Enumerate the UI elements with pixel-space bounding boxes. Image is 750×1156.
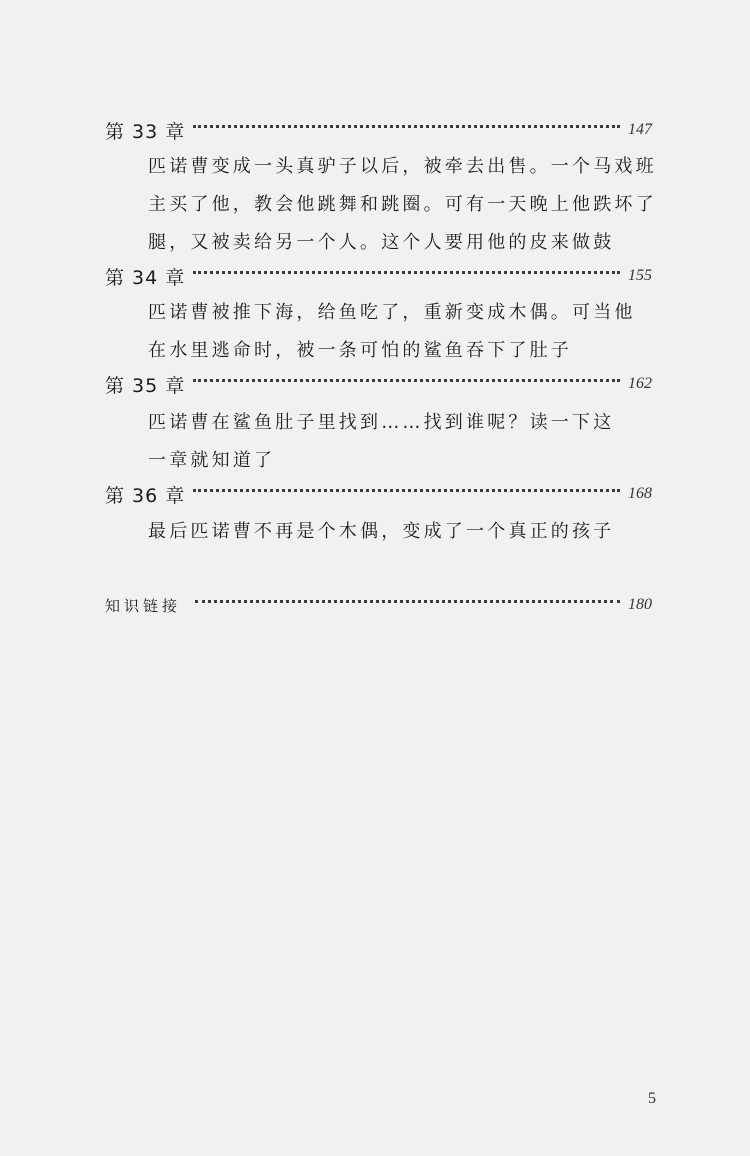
page-number: 147 — [628, 121, 652, 138]
summary-line: 一章就知道了 — [148, 450, 276, 471]
toc-entry-chapter-34[interactable] — [105, 261, 652, 291]
folio-page-number: 5 — [648, 1090, 656, 1107]
toc-entry-knowledge-link[interactable] — [105, 590, 652, 620]
dot-leader — [195, 600, 620, 603]
page-number: 155 — [628, 267, 652, 284]
chapter-summary — [148, 148, 657, 262]
chapter-title: 第 36 章 — [105, 484, 186, 507]
chapter-summary — [148, 404, 618, 480]
toc-entry-chapter-33[interactable] — [105, 115, 652, 145]
summary-line: 匹诺曹被推下海，给鱼吃了，重新变成木偶。可当他 — [148, 302, 636, 323]
chapter-title: 第 33 章 — [105, 120, 186, 143]
summary-line: 腿，又被卖给另一个人。这个人要用他的皮来做鼓 — [148, 232, 615, 253]
dot-leader — [193, 379, 620, 382]
summary-line: 在水里逃命时，被一条可怕的鲨鱼吞下了肚子 — [148, 340, 572, 361]
chapter-title: 第 34 章 — [105, 266, 186, 289]
page-number: 180 — [628, 596, 652, 613]
page-number: 168 — [628, 485, 652, 502]
page-number: 162 — [628, 375, 652, 392]
dot-leader — [193, 125, 620, 128]
toc-entry-chapter-35[interactable] — [105, 369, 652, 399]
section-title: 知识链接 — [105, 596, 182, 615]
summary-line: 匹诺曹变成一头真驴子以后，被牵去出售。一个马戏班 — [148, 156, 657, 177]
chapter-title: 第 35 章 — [105, 374, 186, 397]
chapter-summary — [148, 513, 618, 551]
dot-leader — [193, 271, 620, 274]
summary-line: 匹诺曹在鲨鱼肚子里找到……找到谁呢？读一下这 — [148, 412, 615, 433]
summary-line: 主买了他，教会他跳舞和跳圈。可有一天晚上他跌坏了 — [148, 194, 657, 215]
dot-leader — [193, 489, 620, 492]
summary-line: 最后匹诺曹不再是个木偶，变成了一个真正的孩子 — [148, 521, 615, 542]
toc-entry-chapter-36[interactable] — [105, 479, 652, 509]
chapter-summary — [148, 294, 636, 370]
